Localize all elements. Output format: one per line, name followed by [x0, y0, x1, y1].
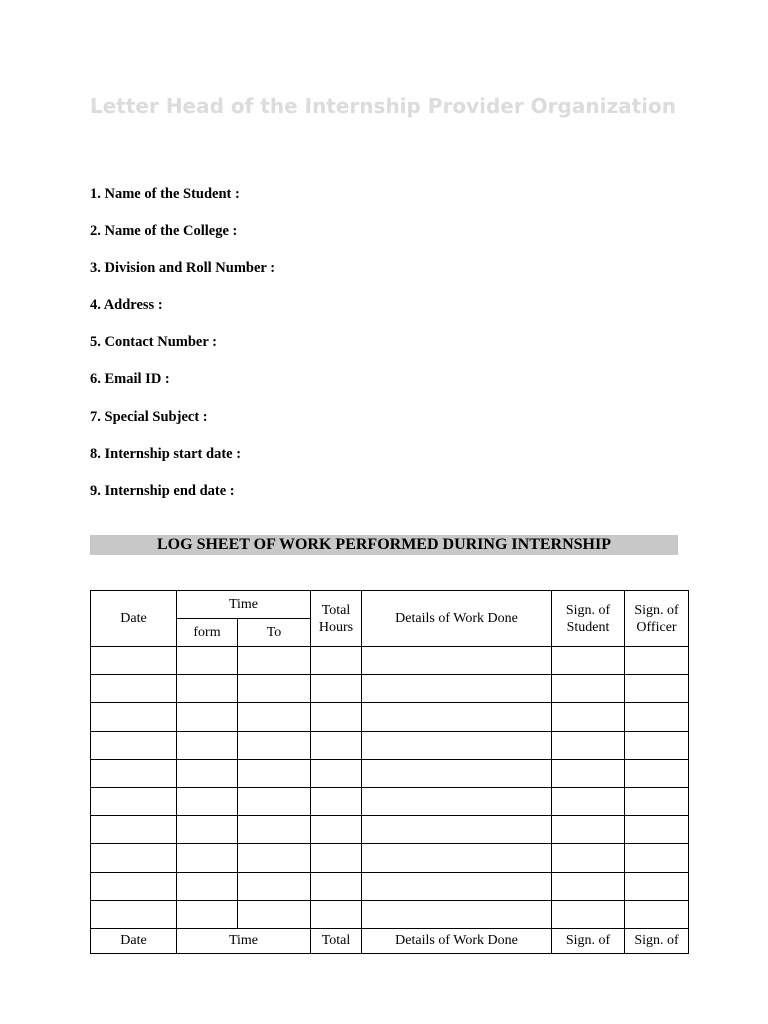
- log-rows: [91, 647, 689, 929]
- header-total-line2: Hours: [318, 619, 354, 635]
- header-date: Date: [91, 591, 177, 647]
- cell-sign-student[interactable]: [552, 731, 625, 759]
- cell-date[interactable]: [91, 703, 177, 731]
- field-special-subject: 7. Special Subject :: [90, 408, 208, 425]
- cell-details[interactable]: [362, 759, 552, 787]
- footer-details: Details of Work Done: [362, 928, 552, 953]
- cell-sign-officer[interactable]: [625, 759, 689, 787]
- cell-date[interactable]: [91, 844, 177, 872]
- field-college-name: 2. Name of the College :: [90, 223, 238, 240]
- cell-time-from[interactable]: [177, 675, 238, 703]
- cell-time-from[interactable]: [177, 759, 238, 787]
- cell-sign-student[interactable]: [552, 816, 625, 844]
- cell-total-hours[interactable]: [311, 759, 362, 787]
- cell-time-to[interactable]: [238, 816, 311, 844]
- table-footer-row: [91, 928, 689, 953]
- cell-details[interactable]: [362, 647, 552, 675]
- cell-details[interactable]: [362, 872, 552, 900]
- cell-total-hours[interactable]: [311, 872, 362, 900]
- table-row: [91, 759, 689, 787]
- cell-date[interactable]: [91, 647, 177, 675]
- cell-details[interactable]: [362, 675, 552, 703]
- field-email-id: 6. Email ID :: [90, 371, 170, 388]
- log-sheet-table: [90, 590, 689, 954]
- letterhead-title: Letter Head of the Internship Provider Organization: [90, 94, 676, 118]
- cell-sign-student[interactable]: [552, 759, 625, 787]
- cell-sign-student[interactable]: [552, 787, 625, 815]
- cell-time-from[interactable]: [177, 872, 238, 900]
- field-end-date: 9. Internship end date :: [90, 482, 235, 499]
- header-sign-officer-line1: Sign. of: [634, 602, 679, 618]
- table-row: [91, 872, 689, 900]
- cell-time-to[interactable]: [238, 759, 311, 787]
- cell-time-from[interactable]: [177, 731, 238, 759]
- footer-date: Date: [91, 928, 177, 953]
- cell-time-to[interactable]: [238, 647, 311, 675]
- field-division-roll: 3. Division and Roll Number :: [90, 260, 276, 277]
- cell-total-hours[interactable]: [311, 731, 362, 759]
- footer-sign-student: Sign. of: [552, 928, 625, 953]
- footer-time: Time: [177, 928, 311, 953]
- cell-date[interactable]: [91, 787, 177, 815]
- cell-details[interactable]: [362, 816, 552, 844]
- cell-details[interactable]: [362, 787, 552, 815]
- table-row: [91, 816, 689, 844]
- cell-total-hours[interactable]: [311, 844, 362, 872]
- cell-sign-officer[interactable]: [625, 647, 689, 675]
- header-sign-student: [552, 591, 625, 647]
- cell-time-from[interactable]: [177, 900, 238, 928]
- cell-date[interactable]: [91, 872, 177, 900]
- cell-details[interactable]: [362, 900, 552, 928]
- cell-date[interactable]: [91, 900, 177, 928]
- cell-time-to[interactable]: [238, 703, 311, 731]
- cell-sign-officer[interactable]: [625, 844, 689, 872]
- cell-sign-student[interactable]: [552, 703, 625, 731]
- cell-total-hours[interactable]: [311, 703, 362, 731]
- cell-time-to[interactable]: [238, 731, 311, 759]
- table-row: [91, 787, 689, 815]
- header-total-hours: [311, 591, 362, 647]
- cell-sign-officer[interactable]: [625, 787, 689, 815]
- cell-total-hours[interactable]: [311, 787, 362, 815]
- cell-total-hours[interactable]: [311, 816, 362, 844]
- footer-sign-officer: Sign. of: [625, 928, 689, 953]
- cell-time-to[interactable]: [238, 872, 311, 900]
- cell-details[interactable]: [362, 731, 552, 759]
- cell-sign-officer[interactable]: [625, 703, 689, 731]
- table-row: [91, 703, 689, 731]
- cell-sign-student[interactable]: [552, 647, 625, 675]
- cell-sign-officer[interactable]: [625, 872, 689, 900]
- table-row: [91, 647, 689, 675]
- cell-time-to[interactable]: [238, 844, 311, 872]
- field-student-name: 1. Name of the Student :: [90, 186, 240, 202]
- cell-date[interactable]: [91, 816, 177, 844]
- cell-date[interactable]: [91, 759, 177, 787]
- cell-sign-student[interactable]: [552, 900, 625, 928]
- header-sign-student-line2: Student: [566, 619, 610, 635]
- header-time: Time: [177, 591, 311, 619]
- cell-total-hours[interactable]: [311, 647, 362, 675]
- table-header-row: [91, 591, 689, 619]
- cell-time-from[interactable]: [177, 816, 238, 844]
- cell-sign-officer[interactable]: [625, 675, 689, 703]
- cell-sign-student[interactable]: [552, 675, 625, 703]
- table-row: [91, 731, 689, 759]
- cell-sign-student[interactable]: [552, 872, 625, 900]
- student-details-list: [90, 185, 275, 519]
- field-contact-number: 5. Contact Number :: [90, 334, 217, 351]
- cell-time-to[interactable]: [238, 900, 311, 928]
- table-row: [91, 844, 689, 872]
- footer-total: Total: [311, 928, 362, 953]
- cell-time-to[interactable]: [238, 787, 311, 815]
- cell-details[interactable]: [362, 844, 552, 872]
- cell-total-hours[interactable]: [311, 675, 362, 703]
- cell-date[interactable]: [91, 675, 177, 703]
- cell-sign-student[interactable]: [552, 844, 625, 872]
- cell-sign-officer[interactable]: [625, 816, 689, 844]
- cell-total-hours[interactable]: [311, 900, 362, 928]
- cell-sign-officer[interactable]: [625, 900, 689, 928]
- cell-time-to[interactable]: [238, 675, 311, 703]
- table-row: [91, 675, 689, 703]
- cell-sign-officer[interactable]: [625, 731, 689, 759]
- header-details: Details of Work Done: [362, 591, 552, 647]
- cell-time-from[interactable]: [177, 647, 238, 675]
- table-row: [91, 900, 689, 928]
- header-sign-officer-line2: Officer: [636, 619, 677, 635]
- cell-time-from[interactable]: [177, 844, 238, 872]
- cell-details[interactable]: [362, 703, 552, 731]
- header-total-line1: Total: [321, 602, 351, 618]
- header-time-to: To: [238, 619, 311, 647]
- cell-time-from[interactable]: [177, 787, 238, 815]
- header-time-from: form: [177, 619, 238, 647]
- field-start-date: 8. Internship start date :: [90, 445, 242, 462]
- header-sign-officer: [625, 591, 689, 647]
- header-sign-student-line1: Sign. of: [565, 602, 611, 618]
- cell-time-from[interactable]: [177, 703, 238, 731]
- field-address: 4. Address :: [90, 297, 163, 314]
- cell-date[interactable]: [91, 731, 177, 759]
- log-sheet-banner: LOG SHEET OF WORK PERFORMED DURING INTERNSHIP: [90, 535, 678, 555]
